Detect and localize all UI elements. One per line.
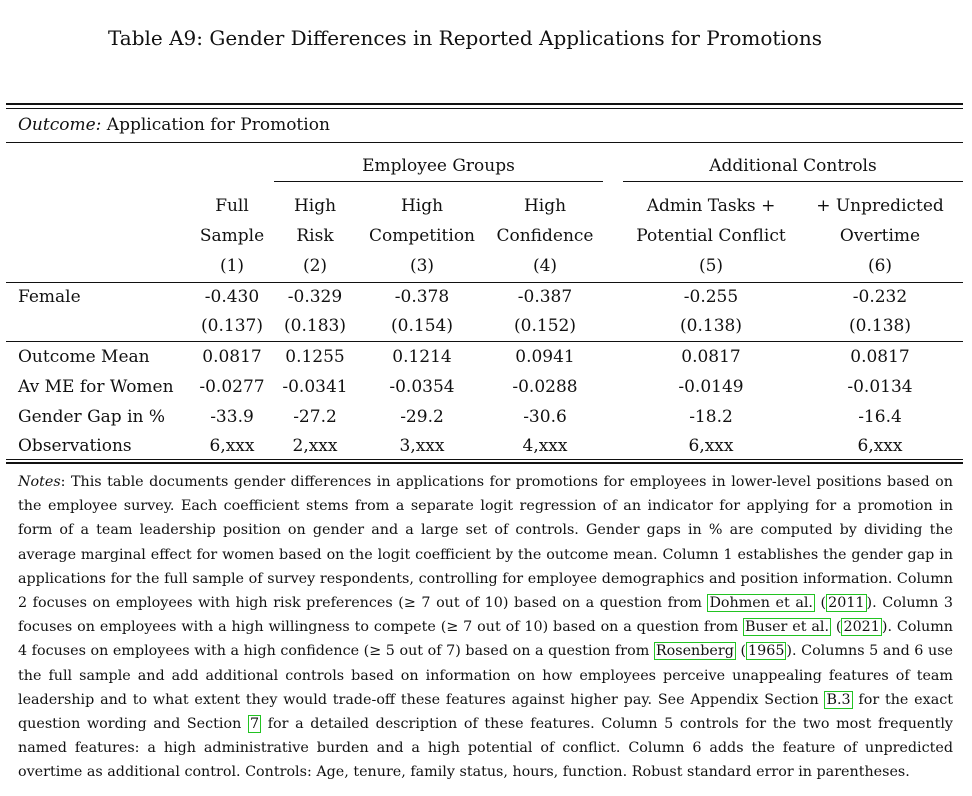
stat-row-outcome-mean-label: Outcome Mean [18, 347, 150, 367]
additional-controls-rule [623, 181, 963, 182]
female-coef-5: -0.255 [683, 287, 739, 307]
stat-gender-gap-1: -33.9 [210, 407, 254, 427]
stat-row-gender-gap-label: Gender Gap in % [18, 407, 166, 427]
section-link-b3[interactable]: B.3 [826, 691, 851, 708]
stat-observations-1: 6,xxx [209, 436, 255, 456]
stat-gender-gap-6: -16.4 [858, 407, 902, 427]
stat-observations-3: 3,xxx [399, 436, 445, 456]
female-se-3: (0.154) [391, 316, 453, 336]
col-1-header-l1: Full [215, 196, 249, 216]
female-coef-3: -0.378 [394, 287, 450, 307]
col-6-header-l1: + Unpredicted [816, 196, 944, 216]
employee-groups-rule [274, 181, 603, 182]
col-3-header-l2: Competition [368, 226, 476, 246]
citation-link-dohmen-year[interactable]: 2011 [828, 595, 865, 612]
stat-outcome-mean-5: 0.0817 [681, 347, 741, 367]
notes-text-5: for the exact question wording and Section [18, 691, 953, 733]
top-rule-thin [6, 108, 963, 109]
female-se-4: (0.152) [514, 316, 576, 336]
outcome-label: Outcome: [18, 115, 102, 135]
female-se-5: (0.138) [680, 316, 742, 336]
citation-link-buser-year[interactable]: 2021 [843, 619, 880, 636]
stat-gender-gap-2: -27.2 [293, 407, 337, 427]
col-5-header-num: (5) [698, 256, 724, 276]
notes-text-4: . Columns 5 and 6 use the full sample and add additional controls based on information on how employees perceive unappealing features of team leadership and to what extent they would trade-off these features against higher pay. See Appendix Section [18, 643, 954, 708]
stat-outcome-mean-4: 0.0941 [515, 347, 575, 367]
section-link-7[interactable]: 7 [249, 716, 260, 733]
stat-gender-gap-4: -30.6 [523, 407, 567, 427]
col-1-header-l2: Sample [199, 226, 265, 246]
notes-text-2: . Column 3 focuses on employees with a high willingness to compete (≥ 7 out of 10) based on a question from [18, 595, 953, 636]
bottom-rule-thin [6, 459, 963, 460]
top-rule-thick [6, 103, 963, 105]
stat-av-me-3: -0.0354 [389, 377, 455, 397]
citation-link-buser[interactable]: Buser et al. [745, 619, 830, 636]
col-3-header-num: (3) [409, 256, 435, 276]
outcome-line [18, 115, 330, 135]
stat-outcome-mean-6: 0.0817 [850, 347, 910, 367]
stat-av-me-4: -0.0288 [512, 377, 578, 397]
citation-link-rosenberg-year[interactable]: 1965 [748, 643, 785, 660]
stat-observations-5: 6,xxx [688, 436, 734, 456]
header-rule [6, 282, 963, 283]
female-coef-4: -0.387 [517, 287, 573, 307]
notes-text-3: . Column 4 focuses on employees with a high confidence (≥ 5 out of 7) based on a question from [18, 619, 953, 660]
table-notes: Notes: This table documents gender differences in applications for promotions for employees in lower-level positions based on the employee survey. Each coefficient stems from a separate logit regression of an indicator for applying for a promotion in form of a team leadership position on gender and a large set of controls. Gender gaps in % are computed by dividing the average marginal effect for women based on the logit coefficient by the outcome mean. Column 1 establishes the gender gap in applications for the full sample of survey respondents, controlling for employee demographics and position information. Column 2 focuses on employees with high risk preferences (≥ 7 out of 10) based on a question from Dohmen et al. ( 2011 ). Column 3 focuses on employees with a high willingness to compete (≥ 7 out of 10) based on a question from Buser et al. ( 2021 ). Column 4 focuses on employees with a high confidence (≥ 5 out of 7) based on a question from Rosenberg ( 1965 ). Columns 5 and 6 use the full sample and add additional controls based on information on how employees perceive unappealing features of team leadership and to what extent they would trade-off these features against higher pay. See Appendix Section B.3 for the exact question wording and Section 7 for a detailed description of these features. Column 5 controls for the two most frequently named features: a high administrative burden and a high potential of conflict. Column 6 adds the feature of unpredicted overtime as additional control. Controls: Age, tenure, family status, hours, function. Robust standard error in parentheses. [18, 474, 954, 781]
female-se-1: (0.137) [201, 316, 263, 336]
stat-av-me-5: -0.0149 [678, 377, 744, 397]
col-6-header-l2: Overtime [839, 226, 921, 246]
female-coef-6: -0.232 [852, 287, 908, 307]
col-6-header-num: (6) [867, 256, 893, 276]
outcome-rule [6, 142, 963, 143]
stat-av-me-6: -0.0134 [847, 377, 913, 397]
col-1-header-num: (1) [219, 256, 245, 276]
col-3-header-l1: High [400, 196, 444, 216]
stat-gender-gap-3: -29.2 [400, 407, 444, 427]
stat-av-me-1: -0.0277 [199, 377, 265, 397]
citation-link-dohmen[interactable]: Dohmen et al. [709, 595, 813, 612]
female-label: Female [18, 287, 81, 307]
col-4-header-l2: Confidence [496, 226, 594, 246]
col-2-header-l2: Risk [296, 226, 334, 246]
stat-row-observations-label: Observations [18, 436, 132, 456]
outcome-text: Application for Promotion [106, 115, 330, 135]
notes-text-6: for a detailed description of these features. Column 5 controls for the two most frequently named features: a high administrative burden and a high potential of conflict. Column 6 adds the feature of unpredicted overtime as additional control. Controls: Age, tenure, family status, hours, function. Robust standard error in parentheses. [18, 716, 953, 781]
citation-link-rosenberg[interactable]: Rosenberg [655, 643, 734, 660]
col-2-header-l1: High [293, 196, 337, 216]
female-se-6: (0.138) [849, 316, 911, 336]
stat-row-av-me-label: Av ME for Women [18, 377, 174, 397]
stat-outcome-mean-1: 0.0817 [202, 347, 262, 367]
female-se-2: (0.183) [284, 316, 346, 336]
stat-observations-4: 4,xxx [522, 436, 568, 456]
bottom-rule-thick [6, 462, 963, 464]
female-coef-2: -0.329 [287, 287, 343, 307]
col-4-header-num: (4) [532, 256, 558, 276]
notes-label: Notes [18, 474, 61, 490]
stat-observations-6: 6,xxx [857, 436, 903, 456]
col-5-header-l2: Potential Conflict [636, 226, 786, 246]
group-additional-controls: Additional Controls [709, 156, 877, 176]
col-5-header-l1: Admin Tasks + [646, 196, 776, 216]
notes-text-1: : This table documents gender differences in applications for promotions for employees in lower-level positions based on the employee survey. Each coefficient stems from a separate logit regression of an indicator for applying for a promotion in form of a team leadership position on gender and a large set of controls. Gender gaps in % are computed by dividing the average marginal effect for women based on the logit coefficient by the outcome mean. Column 1 establishes the gender gap in applications for the full sample of survey respondents, controlling for employee demographics and position information. Column 2 focuses on employees with high risk preferences (≥ 7 out of 10) based on a question from [18, 474, 953, 612]
female-rule [6, 341, 963, 342]
group-employee-groups: Employee Groups [362, 156, 515, 176]
stat-observations-2: 2,xxx [292, 436, 338, 456]
stat-outcome-mean-2: 0.1255 [285, 347, 345, 367]
stat-outcome-mean-3: 0.1214 [392, 347, 452, 367]
female-coef-1: -0.430 [204, 287, 260, 307]
col-4-header-l1: High [523, 196, 567, 216]
col-2-header-num: (2) [302, 256, 328, 276]
stat-gender-gap-5: -18.2 [689, 407, 733, 427]
table-title: Table A9: Gender Differences in Reported Applications for Promotions [108, 26, 822, 50]
stat-av-me-2: -0.0341 [282, 377, 348, 397]
